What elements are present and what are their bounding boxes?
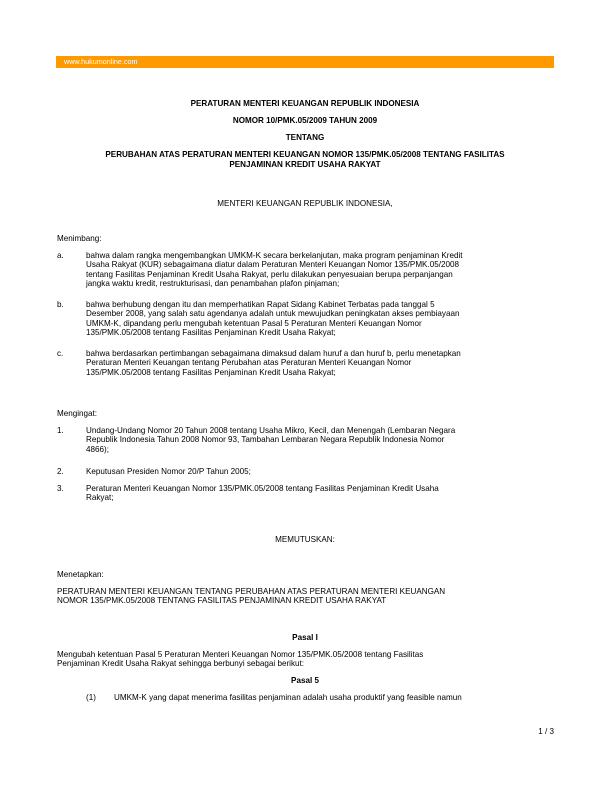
issuer-line: MENTERI KEUANGAN REPUBLIK INDONESIA, xyxy=(217,199,393,208)
text-line: Peraturan Menteri Keuangan Nomor 135/PMK.05/2008 tentang Fasilitas Penjaminan Kredit Usaha xyxy=(86,484,439,493)
text-line: Penjaminan Kredit Usaha Rakyat sehingga berbunyi sebagai berikut: xyxy=(57,659,305,669)
text-line: 4866); xyxy=(86,444,109,454)
text-line: tentang Fasilitas Penjaminan Kredit Usaha Rakyat, perlu dilakukan penyesuaian berupa perpanjangan xyxy=(86,269,453,279)
list-marker: 2. xyxy=(57,467,64,476)
pasal-1-heading: Pasal I xyxy=(292,633,318,642)
list-marker: c. xyxy=(57,349,64,358)
text-line: bahwa berhubung dengan itu dan memperhatikan Rapat Sidang Kabinet Terbatas pada tanggal 5 xyxy=(86,300,435,309)
list-marker: 3. xyxy=(57,484,64,493)
text-line: PERATURAN MENTERI KEUANGAN TENTANG PERUBAHAN ATAS PERATURAN MENTERI KEUANGAN xyxy=(57,587,446,596)
text-line: bahwa dalam rangka mengembangkan UMKM-K secara berkelanjutan, maka program penjaminan Kredit xyxy=(86,251,463,260)
site-link[interactable]: www.hukumonline.com xyxy=(64,57,138,66)
list-text xyxy=(86,467,552,476)
page-number: 1 / 3 xyxy=(538,727,554,736)
list-text xyxy=(86,300,552,338)
text-line: 135/PMK.05/2008 tentang Fasilitas Penjaminan Kredit Usaha Rakyat; xyxy=(86,328,336,338)
menetapkan-text xyxy=(57,587,552,606)
text-line: Peraturan Menteri Keuangan tentang Perubahan atas Peraturan Menteri Keuangan Nomor xyxy=(86,358,412,368)
mengingat-label: Mengingat: xyxy=(57,409,98,418)
title-line-1: PERATURAN MENTERI KEUANGAN REPUBLIK INDONESIA xyxy=(190,99,420,108)
list-marker: 1. xyxy=(57,426,64,435)
pasal-5-heading: Pasal 5 xyxy=(291,676,319,685)
list-text xyxy=(86,426,552,454)
menetapkan-label: Menetapkan: xyxy=(57,570,104,579)
list-marker: (1) xyxy=(86,693,96,702)
menimbang-label: Menimbang: xyxy=(57,234,102,243)
list-text xyxy=(86,349,552,377)
text-line: Undang-Undang Nomor 20 Tahun 2008 tentang Usaha Mikro, Kecil, dan Menengah (Lembaran Negara xyxy=(86,426,456,435)
list-marker: b. xyxy=(57,300,64,309)
list-text xyxy=(86,251,552,289)
pasal-1-text xyxy=(57,650,552,669)
list-text: UMKM-K yang dapat menerima fasilitas penjaminan adalah usaha produktif yang feasible namun xyxy=(114,693,462,702)
list-marker: a. xyxy=(57,251,64,260)
text-line: Rakyat; xyxy=(86,493,114,503)
text-line: UMKM-K, dipandang perlu mengubah ketentuan Pasal 5 Peraturan Menteri Keuangan Nomor xyxy=(86,318,422,328)
text-line: Desember 2008, yang salah satu agendanya adalah untuk mewujudkan peningkatan akses pembiayaan xyxy=(86,309,460,319)
text-line: Republik Indonesia Tahun 2008 Nomor 93, Tambahan Lembaran Negara Republik Indonesia Nomor xyxy=(86,435,445,445)
text-line: jangka waktu kredit, restrukturisasi, dan penambahan plafon pinjaman; xyxy=(86,279,340,289)
title-line-2: NOMOR 10/PMK.05/2009 TAHUN 2009 xyxy=(232,116,378,125)
title-line-4a: PERUBAHAN ATAS PERATURAN MENTERI KEUANGAN NOMOR 135/PMK.05/2008 TENTANG FASILITAS xyxy=(105,150,505,159)
list-text xyxy=(86,484,552,503)
text-line: 135/PMK.05/2008 tentang Fasilitas Penjaminan Kredit Usaha Rakyat; xyxy=(86,367,336,377)
text-line: Usaha Rakyat (KUR) sebagaimana diatur dalam Peraturan Menteri Keuangan Nomor 135/PMK.05/2008 xyxy=(86,260,459,270)
site-header-bar xyxy=(56,56,554,68)
text-line: Keputusan Presiden Nomor 20/P Tahun 2005; xyxy=(86,467,251,476)
title-line-4b: PENJAMINAN KREDIT USAHA RAKYAT xyxy=(229,160,381,169)
text-line: Mengubah ketentuan Pasal 5 Peraturan Menteri Keuangan Nomor 135/PMK.05/2008 tentang Fasilitas xyxy=(57,650,424,659)
text-line: bahwa berdasarkan pertimbangan sebagaimana dimaksud dalam huruf a dan huruf b, perlu menetapkan xyxy=(86,349,461,358)
text-line: NOMOR 135/PMK.05/2008 TENTANG FASILITAS PENJAMINAN KREDIT USAHA RAKYAT xyxy=(57,596,387,606)
memutuskan-heading: MEMUTUSKAN: xyxy=(275,535,335,544)
title-line-3: TENTANG xyxy=(285,133,325,142)
